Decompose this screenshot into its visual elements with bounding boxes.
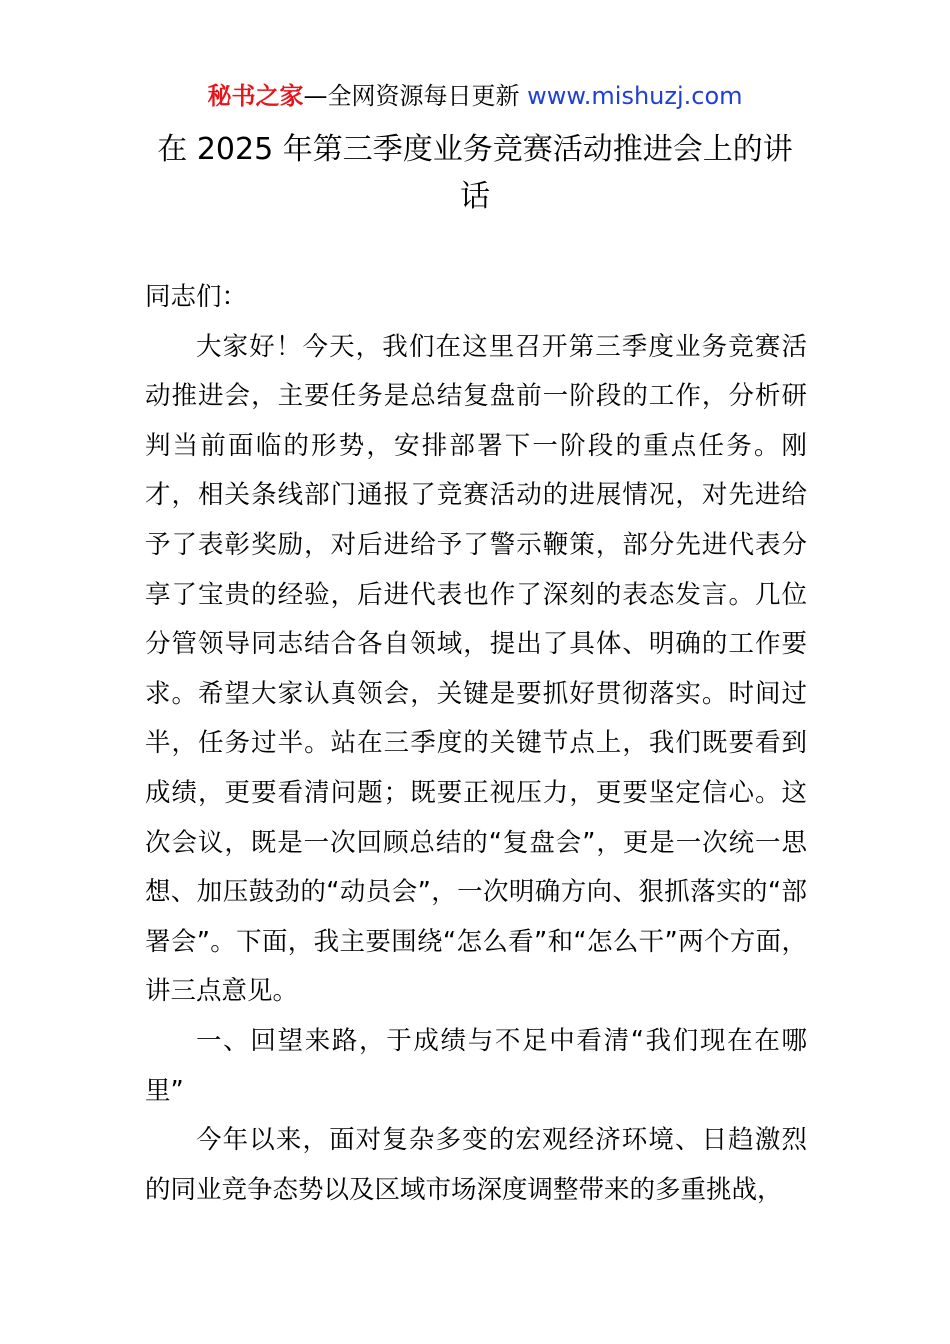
section-heading: 一、回望来路，于成绩与不足中看清“我们现在在哪里”	[145, 1025, 807, 1106]
paragraph: 今年以来，面对复杂多变的宏观经济环境、日趋激烈的同业竞争态势以及区域市场深度调整带来的多重挑战，	[145, 1125, 807, 1205]
brand-name: 秘书之家	[207, 82, 304, 110]
site-header	[0, 80, 950, 112]
header-tagline: —全网资源每日更新	[303, 82, 520, 110]
paragraph: 大家好！今天，我们在这里召开第三季度业务竞赛活动推进会，主要任务是总结复盘前一阶段的工作，分析研判当前面临的形势，安排部署下一阶段的重点任务。刚才，相关条线部门通报了竞赛活动的进展情况，对先进给予了表彰奖励，对后进给予了警示鞭策，部分先进代表分享了宝贵的经验，后进代表也作了深刻的表态发言。几位分管领导同志结合各自领域，提出了具体、明确的工作要求。希望大家认真领会，关键是要抓好贯彻落实。时间过半，任务过半。站在三季度的关键节点上，我们既要看到成绩，更要看清问题；既要正视压力，更要坚定信心。这次会议，既是一次回顾总结的“复盘会”，更是一次统一思想、加压鼓劲的“动员会”，一次明确方向、狠抓落实的“部署会”。下面，我主要围绕“怎么看”和“怎么干”两个方面，讲三点意见。	[145, 331, 807, 1007]
salutation: 同志们：	[145, 282, 248, 312]
site-link[interactable]: www.mishuzj.com	[527, 82, 743, 110]
document-title: 在 2025 年第三季度业务竞赛活动推进会上的讲话	[157, 132, 793, 214]
document-body	[145, 273, 807, 1215]
